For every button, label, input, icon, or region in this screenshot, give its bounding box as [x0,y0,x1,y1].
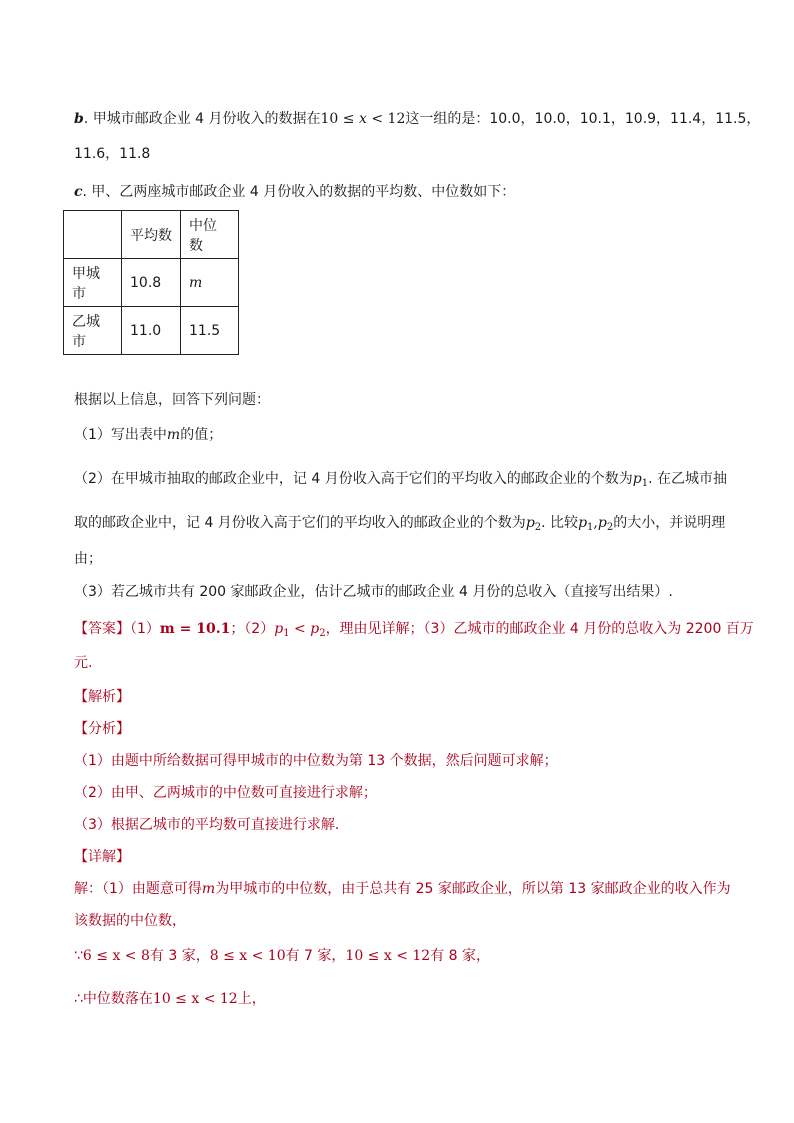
q2-p2-sub: 2 [534,522,542,533]
table-cell-city: 甲城市 [64,259,122,307]
item-b-label: b [74,111,84,127]
detail-tag: 【详解】 [74,849,130,865]
question-3: （3）若乙城市共有 200 家邮政企业，估计乙城市的邮政企业 4 月份的总收入（直接写出结果）. [74,584,673,600]
q2-cmp-sep: , [593,515,598,531]
q2-text-b: . 在乙城市抽 [648,471,727,487]
item-b-text-b: 这一组的是：10.0，10.0，10.1，10.9，11.4，11.5， [405,111,761,127]
item-c-line [74,183,515,201]
q1-var: m [166,427,181,443]
detail-line3 [74,947,490,965]
detail-line2: 该数据的中位数， [74,913,186,929]
question-intro: 根据以上信息，回答下列问题： [74,392,270,408]
analysis-2: （2）由甲、乙两城市的中位数可直接进行求解； [74,785,377,801]
table-header-mean: 平均数 [122,211,181,259]
q2-cmp-p1-sub: 1 [587,522,594,533]
item-b-cond-b: 12 [387,111,406,127]
table-header-median: 中位数 [181,211,239,259]
answer-p2-sub: 2 [319,628,326,639]
detail-text-b: 为甲城市的中位数，由于总共有 25 家邮政企业，所以第 13 家邮政企业的收入作为 [215,881,731,897]
q2-p1-sub: 1 [641,478,649,489]
range-2: 8 ≤ x < 10 [209,948,286,964]
answer-line1 [74,620,754,643]
range-3: 10 ≤ x < 12 [345,948,431,964]
median-range: 10 ≤ x < 12 [152,991,238,1007]
q2-p2: p [525,515,535,531]
table-cell-mean: 11.0 [122,307,181,355]
q2-text-e: 的大小，并说明理 [613,515,726,531]
detail-text-a: 解：（1）由题意可得 [74,881,202,897]
answer-a1-pre: （1） [130,621,160,637]
q2-cmp-p2: p [597,515,607,531]
question-1 [74,426,222,444]
item-b-cond-var: x [358,111,367,127]
table-row [64,259,239,307]
range-1: 6 ≤ x < 8 [82,948,150,964]
answer-p2: p [310,621,320,637]
because-symbol: ∵ [74,948,83,964]
therefore-symbol: ∴ [74,991,83,1007]
answer-a1-math: m = 10.1 [159,621,231,637]
stats-table [63,210,239,355]
item-b-cond-a: 10 [320,111,339,127]
detail-median-text: 中位数落在 [82,991,153,1007]
answer-p1: p [274,621,284,637]
question-2-line3: 由； [74,551,102,567]
range-2-text: 有 7 家， [285,948,346,964]
item-b-line2: 11.6，11.8 [74,146,151,162]
range-1-text: 有 3 家， [149,948,210,964]
table-header-row [64,211,239,259]
detail-line1 [74,880,731,898]
table-header-blank [64,211,122,259]
table-cell-median: m [181,259,239,307]
item-b-cond-op1: ≤ [338,111,359,127]
item-b-text-a: . 甲城市邮政企业 4 月份收入的数据在 [83,111,321,127]
table-cell-city: 乙城市 [64,307,122,355]
detail-line4 [74,990,266,1008]
item-c-text: . 甲、乙两座城市邮政企业 4 月份收入的数据的平均数、中位数如下： [82,184,516,200]
answer-a2-post: ，理由见详解；（3）乙城市的邮政企业 4 月份的总收入为 2200 百万 [325,621,754,637]
q2-cmp-p1: p [578,515,588,531]
item-b-cond-op2: < [366,111,388,127]
q2-text-a: （2）在甲城市抽取的邮政企业中，记 4 月份收入高于它们的平均收入的邮政企业的个数为 [74,471,633,487]
detail-var: m [201,881,216,897]
q1-text-b: 的值； [180,427,223,443]
answer-a2-pre: ；（2） [230,621,275,637]
table-cell-median: 11.5 [181,307,239,355]
table-cell-mean: 10.8 [122,259,181,307]
answer-p1-sub: 1 [283,628,290,639]
q2-text-c: 取的邮政企业中，记 4 月份收入高于它们的平均收入的邮政企业的个数为 [74,515,526,531]
answer-tag: 【答案】 [74,621,130,637]
q1-text-a: （1）写出表中 [74,427,167,443]
answer-op: < [289,621,311,637]
item-c-label: c [74,184,83,200]
q2-text-d: . 比较 [541,515,579,531]
jiexi-tag: 【解析】 [74,689,130,705]
q2-p1: p [632,471,642,487]
answer-line2: 元. [74,655,93,671]
q2-cmp-p2-sub: 2 [606,522,614,533]
table-row [64,307,239,355]
question-2-line1 [74,470,727,493]
detail-median-tail: 上， [237,991,266,1007]
analysis-1: （1）由题中所给数据可得甲城市的中位数为第 13 个数据，然后问题可求解； [74,753,558,769]
range-3-text: 有 8 家， [430,948,491,964]
question-2-line2 [74,514,725,537]
item-b-line1 [74,110,760,128]
analysis-3: （3）根据乙城市的平均数可直接进行求解. [74,817,340,833]
fenxi-tag: 【分析】 [74,721,130,737]
